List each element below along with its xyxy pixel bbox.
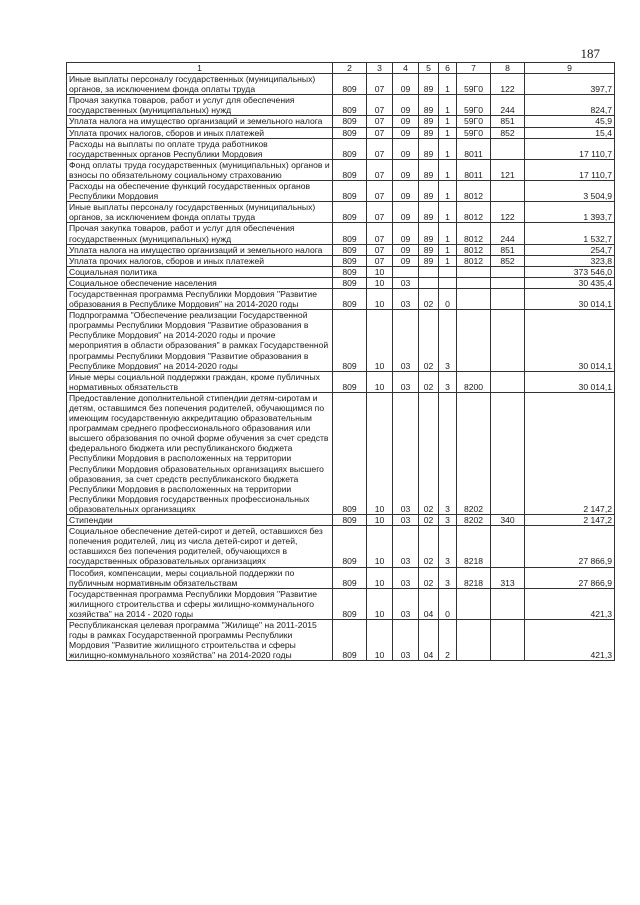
subprogram-code: 1 xyxy=(439,181,457,202)
expense-type-code: 340 xyxy=(491,515,525,526)
section-code: 10 xyxy=(367,619,393,660)
subprogram-code: 1 xyxy=(439,244,457,255)
expense-type-code: 852 xyxy=(491,127,525,138)
program-code: 04 xyxy=(419,619,439,660)
subsection-code: 09 xyxy=(393,138,419,159)
ministry-code: 809 xyxy=(333,588,367,619)
section-code: 07 xyxy=(367,116,393,127)
subsection-code: 09 xyxy=(393,223,419,244)
table-row xyxy=(67,255,615,266)
subsection-code: 03 xyxy=(393,567,419,588)
target-item-code: 8218 xyxy=(457,567,491,588)
expense-type-code: 851 xyxy=(491,116,525,127)
section-code: 10 xyxy=(367,266,393,277)
table-header-row xyxy=(67,63,615,74)
subprogram-code: 1 xyxy=(439,202,457,223)
subsection-code: 03 xyxy=(393,515,419,526)
table-row xyxy=(67,181,615,202)
ministry-code: 809 xyxy=(333,371,367,392)
ministry-code: 809 xyxy=(333,277,367,288)
program-code: 89 xyxy=(419,181,439,202)
subprogram-code xyxy=(439,277,457,288)
row-description: Иные выплаты персоналу государственных (муниципальных) органов, за исключением фонда оплаты труда xyxy=(67,74,333,95)
target-item-code: 8200 xyxy=(457,371,491,392)
subsection-code xyxy=(393,266,419,277)
row-amount: 2 147,2 xyxy=(525,392,615,514)
table-row xyxy=(67,266,615,277)
subsection-code: 03 xyxy=(393,619,419,660)
ministry-code: 809 xyxy=(333,567,367,588)
subprogram-code: 1 xyxy=(439,95,457,116)
section-code: 10 xyxy=(367,310,393,372)
target-item-code: 59Г0 xyxy=(457,127,491,138)
ministry-code: 809 xyxy=(333,181,367,202)
row-description: Государственная программа Республики Мордовия "Развитие образования в Республике Мордовия" на 2014-2020 годы xyxy=(67,288,333,309)
row-amount: 17 110,7 xyxy=(525,159,615,180)
target-item-code: 8012 xyxy=(457,255,491,266)
table-row xyxy=(67,277,615,288)
table-row xyxy=(67,159,615,180)
subsection-code: 03 xyxy=(393,310,419,372)
table-row xyxy=(67,288,615,309)
ministry-code: 809 xyxy=(333,266,367,277)
section-code: 07 xyxy=(367,95,393,116)
row-amount: 373 546,0 xyxy=(525,266,615,277)
section-code: 07 xyxy=(367,159,393,180)
column-header: 8 xyxy=(491,63,525,74)
subsection-code: 03 xyxy=(393,277,419,288)
ministry-code: 809 xyxy=(333,619,367,660)
table-row xyxy=(67,138,615,159)
row-description: Пособия, компенсации, меры социальной поддержки по публичным нормативным обязательствам xyxy=(67,567,333,588)
expense-type-code xyxy=(491,371,525,392)
table-row xyxy=(67,371,615,392)
row-amount: 15,4 xyxy=(525,127,615,138)
expense-type-code xyxy=(491,588,525,619)
subsection-code: 09 xyxy=(393,159,419,180)
subsection-code: 03 xyxy=(393,288,419,309)
row-description: Уплата налога на имущество организаций и земельного налога xyxy=(67,244,333,255)
program-code: 89 xyxy=(419,95,439,116)
row-description: Республиканская целевая программа "Жилище" на 2011-2015 годы в рамках Государственной программы Республики Мордовия "Развитие жилищного строительства и сферы жилищно-коммунального хозяйства" на 2014-2020 годы xyxy=(67,619,333,660)
target-item-code xyxy=(457,266,491,277)
subprogram-code: 3 xyxy=(439,526,457,567)
row-amount: 323,8 xyxy=(525,255,615,266)
column-header: 9 xyxy=(525,63,615,74)
program-code xyxy=(419,266,439,277)
section-code: 10 xyxy=(367,371,393,392)
column-header: 6 xyxy=(439,63,457,74)
row-description: Иные выплаты персоналу государственных (муниципальных) органов, за исключением фонда оплаты труда xyxy=(67,202,333,223)
subsection-code: 09 xyxy=(393,181,419,202)
table-row xyxy=(67,127,615,138)
table-row xyxy=(67,95,615,116)
subprogram-code: 3 xyxy=(439,515,457,526)
row-description: Расходы на выплаты по оплате труда работников государственных органов Республики Мордовия xyxy=(67,138,333,159)
program-code: 04 xyxy=(419,588,439,619)
subprogram-code: 0 xyxy=(439,288,457,309)
program-code: 02 xyxy=(419,567,439,588)
target-item-code xyxy=(457,588,491,619)
section-code: 07 xyxy=(367,223,393,244)
subprogram-code: 1 xyxy=(439,74,457,95)
row-amount: 30 435,4 xyxy=(525,277,615,288)
row-description: Социальная политика xyxy=(67,266,333,277)
expense-type-code xyxy=(491,619,525,660)
program-code: 89 xyxy=(419,127,439,138)
program-code: 89 xyxy=(419,255,439,266)
target-item-code: 59Г0 xyxy=(457,95,491,116)
row-amount: 1 393,7 xyxy=(525,202,615,223)
section-code: 07 xyxy=(367,255,393,266)
row-description: Расходы на обеспечение функций государственных органов Республики Мордовия xyxy=(67,181,333,202)
target-item-code: 8202 xyxy=(457,515,491,526)
ministry-code: 809 xyxy=(333,74,367,95)
target-item-code: 8011 xyxy=(457,138,491,159)
target-item-code: 8012 xyxy=(457,223,491,244)
ministry-code: 809 xyxy=(333,288,367,309)
expense-type-code: 244 xyxy=(491,95,525,116)
expense-type-code: 313 xyxy=(491,567,525,588)
target-item-code: 8012 xyxy=(457,244,491,255)
row-amount: 30 014,1 xyxy=(525,288,615,309)
section-code: 10 xyxy=(367,526,393,567)
program-code: 02 xyxy=(419,371,439,392)
ministry-code: 809 xyxy=(333,392,367,514)
program-code: 02 xyxy=(419,515,439,526)
expense-type-code xyxy=(491,288,525,309)
row-description: Социальное обеспечение населения xyxy=(67,277,333,288)
section-code: 10 xyxy=(367,288,393,309)
target-item-code: 8011 xyxy=(457,159,491,180)
subprogram-code: 3 xyxy=(439,371,457,392)
ministry-code: 809 xyxy=(333,95,367,116)
row-amount: 397,7 xyxy=(525,74,615,95)
row-description: Предоставление дополнительной стипендии детям-сиротам и детям, оставшимся без попечения родителей, обучающимся по имеющим государственную аккредитацию образовательным программам среднего профессионального образования или высшего образования по очной форме обучения за счет средств федерального бюджета или республиканского бюджета Республики Мордовия в расположенных на территории Республики Мордовия образовательных организациях высшего образования, за счет средств республиканского бюджета Республики Мордовия в расположенных на территории Республики Мордовия государственных профессиональных образовательных организациях xyxy=(67,392,333,514)
row-amount: 421,3 xyxy=(525,619,615,660)
column-header: 4 xyxy=(393,63,419,74)
section-code: 07 xyxy=(367,74,393,95)
target-item-code xyxy=(457,619,491,660)
section-code: 07 xyxy=(367,138,393,159)
section-code: 10 xyxy=(367,515,393,526)
subprogram-code: 0 xyxy=(439,588,457,619)
target-item-code xyxy=(457,277,491,288)
section-code: 07 xyxy=(367,202,393,223)
subsection-code: 03 xyxy=(393,588,419,619)
program-code: 89 xyxy=(419,138,439,159)
row-description: Социальное обеспечение детей-сирот и детей, оставшихся без попечения родителей, лиц из числа детей-сирот и детей, оставшихся без попечения родителей, обучающихся в государственных образовательных организациях xyxy=(67,526,333,567)
page-number: 187 xyxy=(580,46,600,61)
section-code: 10 xyxy=(367,588,393,619)
section-code: 07 xyxy=(367,127,393,138)
column-header: 7 xyxy=(457,63,491,74)
row-amount: 1 532,7 xyxy=(525,223,615,244)
subprogram-code: 1 xyxy=(439,159,457,180)
section-code: 07 xyxy=(367,181,393,202)
program-code: 89 xyxy=(419,202,439,223)
subprogram-code xyxy=(439,266,457,277)
program-code: 02 xyxy=(419,310,439,372)
row-amount: 17 110,7 xyxy=(525,138,615,159)
table-row xyxy=(67,244,615,255)
row-amount: 30 014,1 xyxy=(525,310,615,372)
section-code: 10 xyxy=(367,392,393,514)
subsection-code: 09 xyxy=(393,95,419,116)
target-item-code: 8012 xyxy=(457,181,491,202)
subsection-code: 03 xyxy=(393,371,419,392)
subprogram-code: 1 xyxy=(439,255,457,266)
section-code: 10 xyxy=(367,277,393,288)
subprogram-code: 1 xyxy=(439,223,457,244)
expense-type-code xyxy=(491,138,525,159)
ministry-code: 809 xyxy=(333,310,367,372)
row-description: Прочая закупка товаров, работ и услуг для обеспечения государственных (муниципальных) нужд xyxy=(67,223,333,244)
ministry-code: 809 xyxy=(333,202,367,223)
expense-type-code: 122 xyxy=(491,202,525,223)
expense-type-code: 851 xyxy=(491,244,525,255)
row-description: Государственная программа Республики Мордовия "Развитие жилищного строительства и сферы жилищно-коммунального хозяйства" на 2014 - 2020 годы xyxy=(67,588,333,619)
table-row xyxy=(67,74,615,95)
column-header: 5 xyxy=(419,63,439,74)
section-code: 10 xyxy=(367,567,393,588)
ministry-code: 809 xyxy=(333,159,367,180)
expense-type-code xyxy=(491,310,525,372)
row-amount: 421,3 xyxy=(525,588,615,619)
ministry-code: 809 xyxy=(333,255,367,266)
program-code: 89 xyxy=(419,74,439,95)
subprogram-code: 3 xyxy=(439,310,457,372)
row-amount: 3 504,9 xyxy=(525,181,615,202)
expense-type-code xyxy=(491,392,525,514)
table-row xyxy=(67,588,615,619)
subsection-code: 03 xyxy=(393,526,419,567)
column-header: 1 xyxy=(67,63,333,74)
expense-type-code: 122 xyxy=(491,74,525,95)
program-code: 89 xyxy=(419,223,439,244)
row-description: Уплата прочих налогов, сборов и иных платежей xyxy=(67,255,333,266)
expense-type-code xyxy=(491,266,525,277)
column-header: 2 xyxy=(333,63,367,74)
row-description: Фонд оплаты труда государственных (муниципальных) органов и взносы по обязательному социальному страхованию xyxy=(67,159,333,180)
row-amount: 27 866,9 xyxy=(525,526,615,567)
row-amount: 30 014,1 xyxy=(525,371,615,392)
expense-type-code xyxy=(491,526,525,567)
subprogram-code: 3 xyxy=(439,567,457,588)
ministry-code: 809 xyxy=(333,223,367,244)
ministry-code: 809 xyxy=(333,116,367,127)
target-item-code xyxy=(457,288,491,309)
subsection-code: 09 xyxy=(393,202,419,223)
ministry-code: 809 xyxy=(333,244,367,255)
row-description: Иные меры социальной поддержки граждан, кроме публичных нормативных обязательств xyxy=(67,371,333,392)
target-item-code: 8202 xyxy=(457,392,491,514)
target-item-code: 8012 xyxy=(457,202,491,223)
ministry-code: 809 xyxy=(333,515,367,526)
row-amount: 824,7 xyxy=(525,95,615,116)
target-item-code: 8218 xyxy=(457,526,491,567)
ministry-code: 809 xyxy=(333,526,367,567)
row-amount: 2 147,2 xyxy=(525,515,615,526)
target-item-code: 59Г0 xyxy=(457,74,491,95)
target-item-code: 59Г0 xyxy=(457,116,491,127)
table-row xyxy=(67,116,615,127)
subsection-code: 09 xyxy=(393,116,419,127)
table-row xyxy=(67,392,615,514)
row-description: Прочая закупка товаров, работ и услуг для обеспечения государственных (муниципальных) нужд xyxy=(67,95,333,116)
subsection-code: 03 xyxy=(393,392,419,514)
program-code: 89 xyxy=(419,159,439,180)
subprogram-code: 2 xyxy=(439,619,457,660)
expense-type-code: 121 xyxy=(491,159,525,180)
table-row xyxy=(67,619,615,660)
subprogram-code: 3 xyxy=(439,392,457,514)
row-amount: 254,7 xyxy=(525,244,615,255)
program-code: 02 xyxy=(419,526,439,567)
ministry-code: 809 xyxy=(333,138,367,159)
table-row xyxy=(67,567,615,588)
table-row xyxy=(67,526,615,567)
column-header: 3 xyxy=(367,63,393,74)
subprogram-code: 1 xyxy=(439,116,457,127)
expense-type-code xyxy=(491,181,525,202)
row-amount: 27 866,9 xyxy=(525,567,615,588)
section-code: 07 xyxy=(367,244,393,255)
subsection-code: 09 xyxy=(393,74,419,95)
table-row xyxy=(67,515,615,526)
subprogram-code: 1 xyxy=(439,138,457,159)
expense-type-code: 244 xyxy=(491,223,525,244)
table-row xyxy=(67,223,615,244)
row-description: Подпрограмма "Обеспечение реализации Государственной программы Республики Мордовия "Развитие образования в Республике Мордовия" на 2014-2020 годы и прочие мероприятия в области образования" в рамках Государственной программы Республики Мордовия "Развитие образования в Республике Мордовия" на 2014-2020 годы xyxy=(67,310,333,372)
target-item-code xyxy=(457,310,491,372)
subsection-code: 09 xyxy=(393,255,419,266)
program-code: 89 xyxy=(419,244,439,255)
program-code: 89 xyxy=(419,116,439,127)
row-amount: 45,9 xyxy=(525,116,615,127)
subsection-code: 09 xyxy=(393,127,419,138)
budget-table xyxy=(66,62,615,661)
subsection-code: 09 xyxy=(393,244,419,255)
expense-type-code: 852 xyxy=(491,255,525,266)
expense-type-code xyxy=(491,277,525,288)
ministry-code: 809 xyxy=(333,127,367,138)
row-description: Стипендии xyxy=(67,515,333,526)
table-row xyxy=(67,310,615,372)
row-description: Уплата прочих налогов, сборов и иных платежей xyxy=(67,127,333,138)
subprogram-code: 1 xyxy=(439,127,457,138)
program-code: 02 xyxy=(419,392,439,514)
program-code xyxy=(419,277,439,288)
program-code: 02 xyxy=(419,288,439,309)
row-description: Уплата налога на имущество организаций и земельного налога xyxy=(67,116,333,127)
table-row xyxy=(67,202,615,223)
